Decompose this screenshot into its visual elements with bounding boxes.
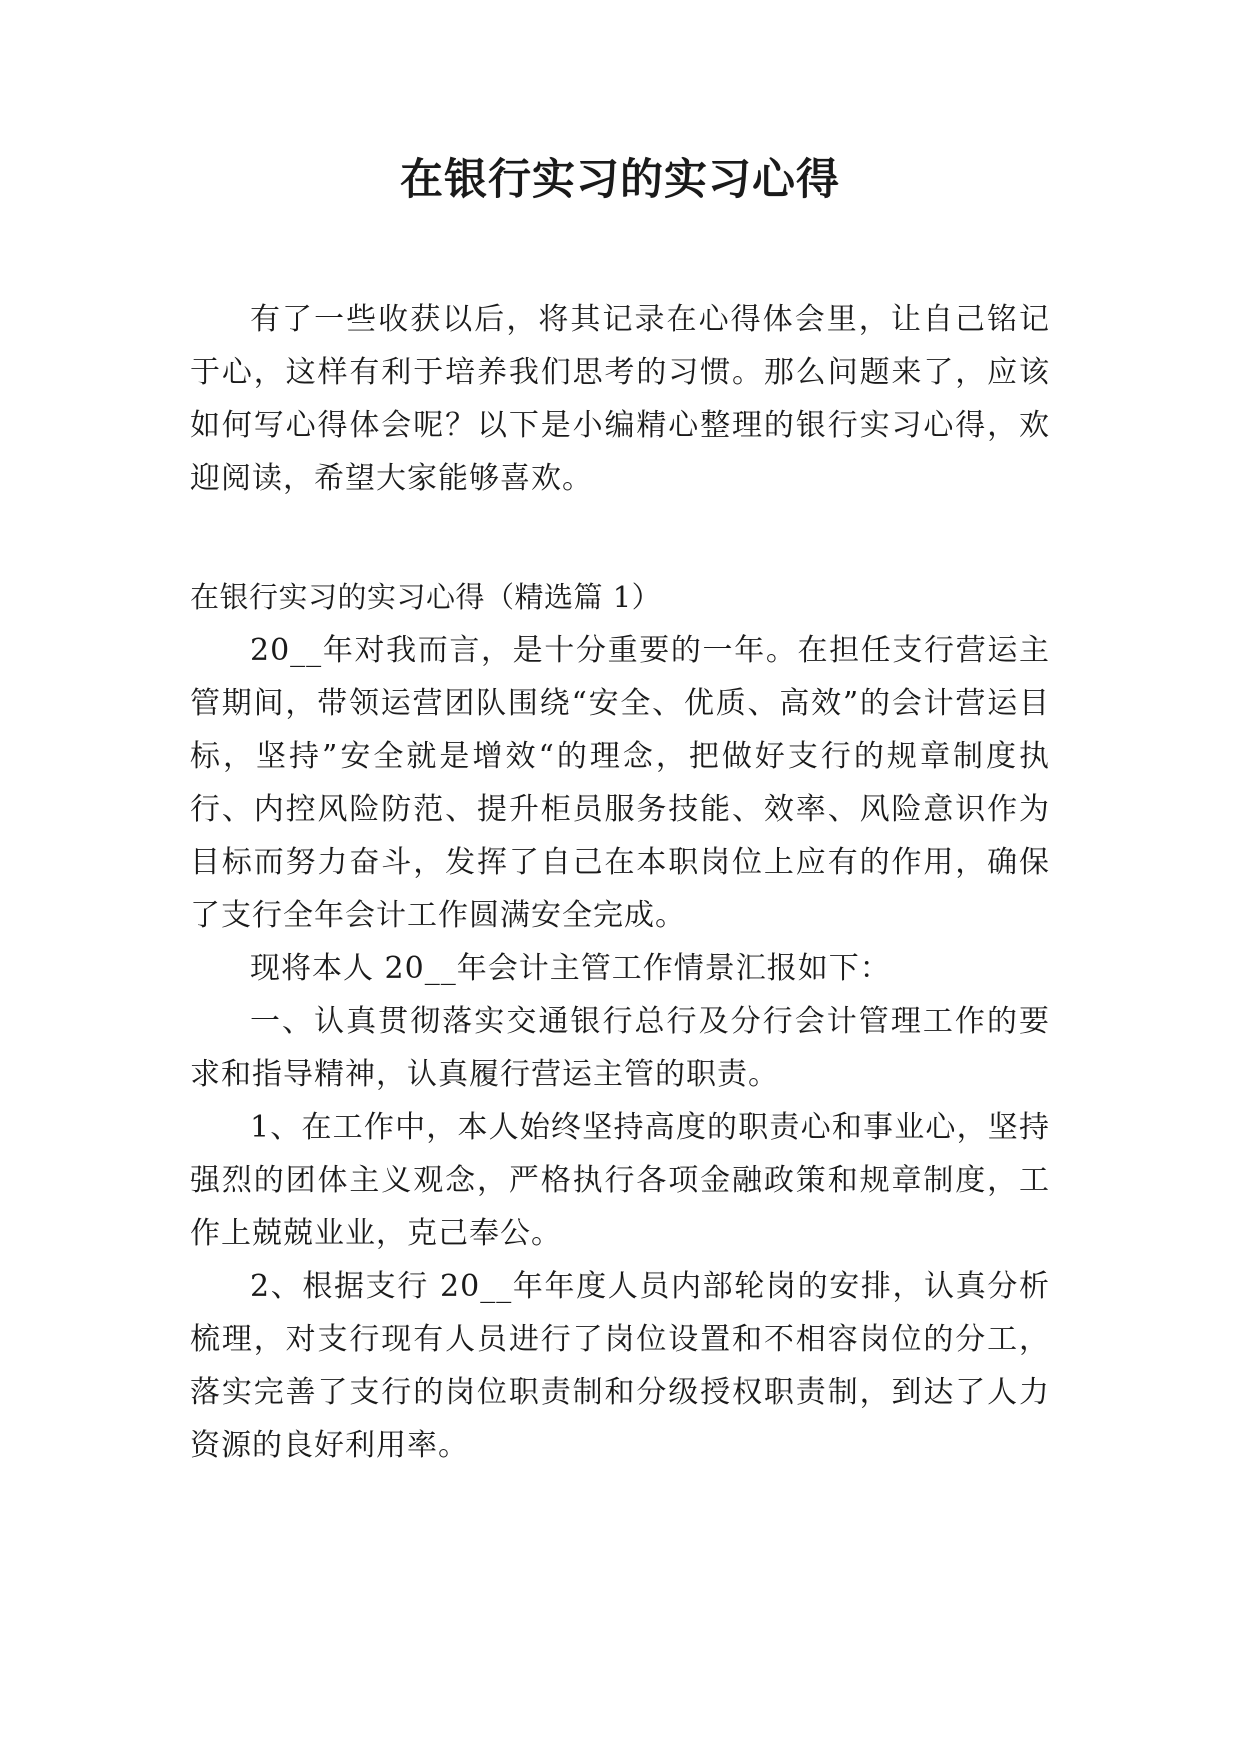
body-paragraph: 1、在工作中，本人始终坚持高度的职责心和事业心，坚持强烈的团体主义观念，严格执行各项金融政策和规章制度，工作上兢兢业业，克己奉公。	[190, 1110, 1050, 1251]
document-title: 在银行实习的实习心得	[400, 155, 840, 205]
body-paragraph: 一、认真贯彻落实交通银行总行及分行会计管理工作的要求和指导精神，认真履行营运主管的职责。	[190, 1004, 1050, 1092]
body-paragraph: 2、根据支行 20__年年度人员内部轮岗的安排，认真分析梳理，对支行现有人员进行了岗位设置和不相容岗位的分工，落实完善了支行的岗位职责制和分级授权职责制，到达了人力资源的良好利用率。	[190, 1269, 1050, 1463]
body-paragraph: 20__年对我而言，是十分重要的一年。在担任支行营运主管期间，带领运营团队围绕“安全、优质、高效”的会计营运目标，坚持”安全就是增效“的理念，把做好支行的规章制度执行、内控风险防范、提升柜员服务技能、效率、风险意识作为目标而努力奋斗，发挥了自己在本职岗位上应有的作用，确保了支行全年会计工作圆满安全完成。	[190, 633, 1050, 933]
body-paragraph: 现将本人 20__年会计主管工作情景汇报如下：	[250, 951, 891, 986]
intro-paragraph: 有了一些收获以后，将其记录在心得体会里，让自己铭记于心，这样有利于培养我们思考的习惯。那么问题来了，应该如何写心得体会呢？以下是小编精心整理的银行实习心得，欢迎阅读，希望大家能够喜欢。	[190, 302, 1050, 496]
document-page	[190, 150, 1050, 1472]
section-heading: 在银行实习的实习心得（精选篇 1）	[190, 580, 662, 614]
